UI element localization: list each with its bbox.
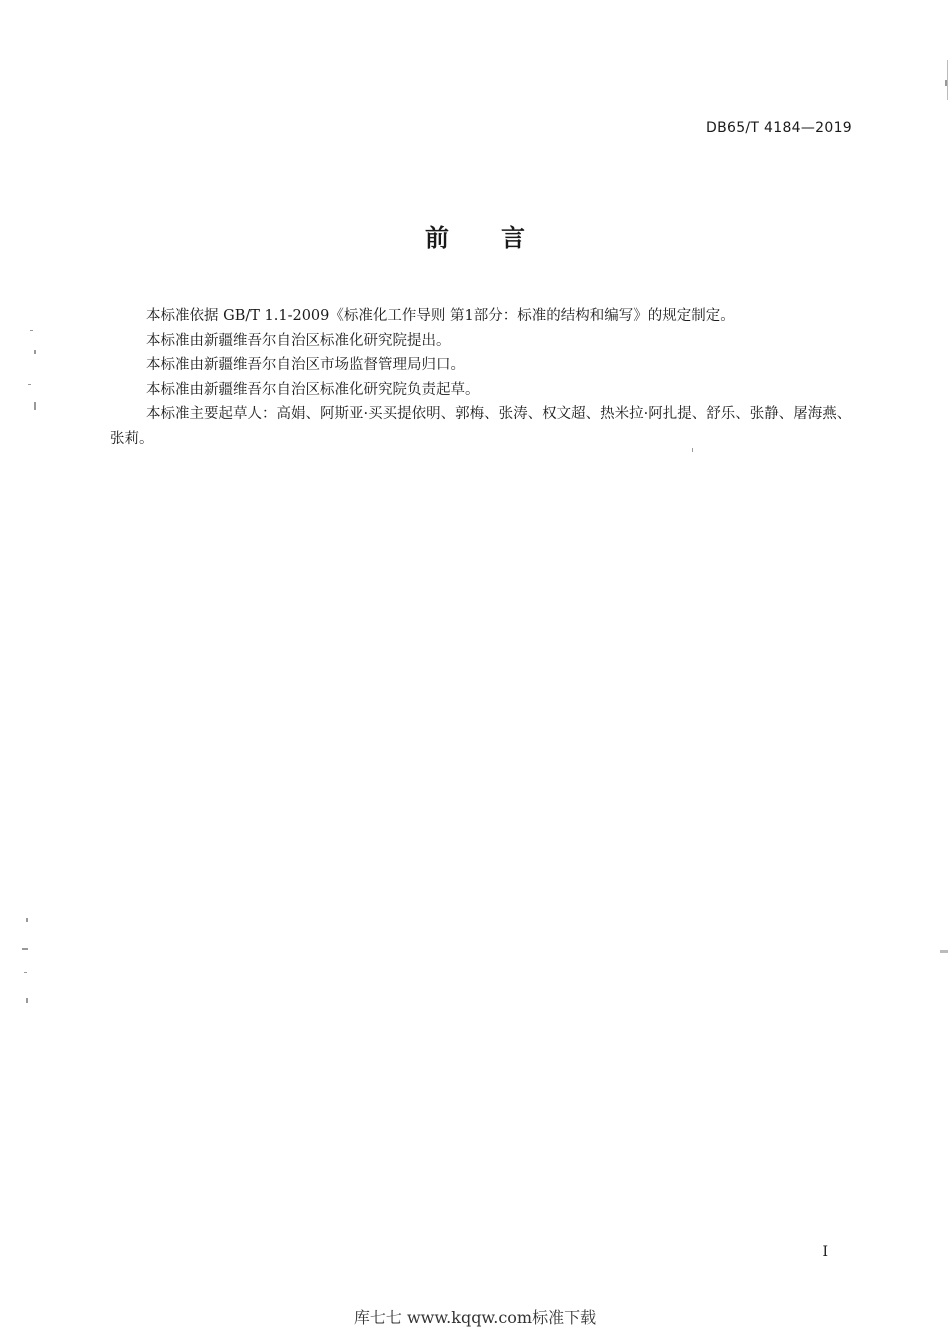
title-char-1: 前 — [425, 224, 449, 252]
footer-watermark: 库七七 www.kqqw.com标准下载 — [353, 1308, 597, 1327]
paragraph-administrator: 本标准由新疆维吾尔自治区市场监督管理局归口。 — [146, 357, 465, 373]
scan-speck — [26, 998, 28, 1003]
title-char-2: 言 — [501, 224, 525, 252]
scan-speck — [30, 330, 33, 331]
scan-speck — [26, 918, 28, 922]
paragraph-drafter: 本标准由新疆维吾尔自治区标准化研究院负责起草。 — [146, 381, 480, 398]
scan-edge — [940, 950, 948, 953]
scan-speck — [24, 972, 27, 973]
foreword-body — [110, 304, 855, 451]
page-title — [0, 218, 950, 253]
scan-speck — [34, 350, 36, 354]
page-number: I — [822, 1244, 828, 1260]
paragraph-proposer: 本标准由新疆维吾尔自治区标准化研究院提出。 — [146, 332, 451, 349]
scan-speck — [692, 448, 693, 452]
scan-edge — [947, 60, 948, 100]
paragraph-authors: 本标准主要起草人：高娟、阿斯亚·买买提依明、郭梅、张涛、权文超、热米拉·阿扎提、舒乐、张静、屠海燕、张莉。 — [110, 406, 852, 447]
standard-code: DB65/T 4184—2019 — [706, 120, 852, 136]
scan-speck — [22, 948, 28, 950]
scan-speck — [28, 384, 31, 385]
paragraph-basis: 本标准依据 GB/T 1.1-2009《标准化工作导则 第1部分：标准的结构和编写》的规定制定。 — [146, 308, 735, 324]
scan-speck — [34, 402, 36, 410]
